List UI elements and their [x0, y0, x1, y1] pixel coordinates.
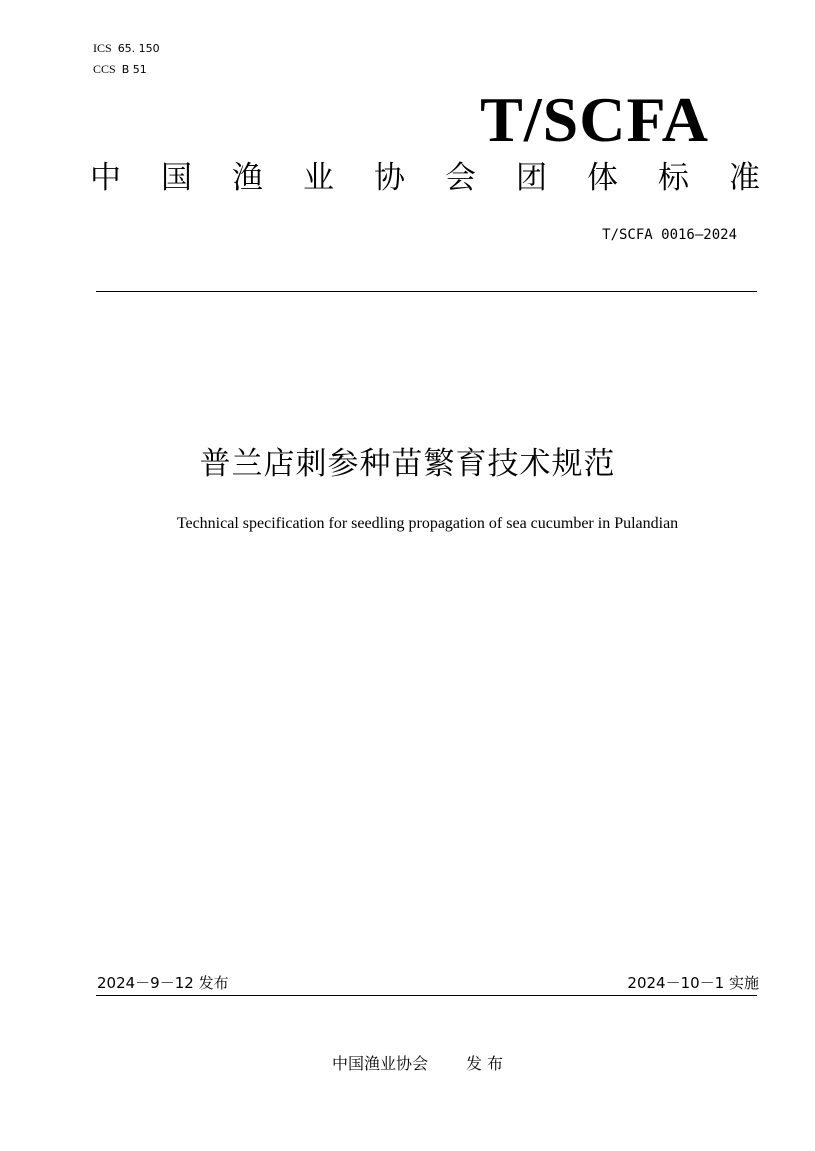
bottom-divider: [96, 995, 757, 996]
standard-type-char: 准: [729, 160, 760, 196]
ics-value: 65. 150: [117, 42, 160, 55]
implement-date: 2024－10－1 实施: [627, 974, 759, 992]
publish-action: 发 布: [465, 1054, 504, 1073]
standard-type-char: 渔: [232, 160, 263, 196]
title-english: Technical specification for seedling propagation of sea cucumber in Pulandian: [176, 515, 679, 532]
standard-number: T/SCFA 0016—2024: [602, 227, 737, 243]
publisher-name: 中国渔业协会: [331, 1054, 428, 1073]
publish-date: 2024－9－12 发布: [97, 974, 229, 992]
top-divider: [96, 291, 757, 292]
standard-type-char: 标: [658, 160, 689, 196]
ccs-classification: [93, 62, 147, 77]
ics-classification: [93, 41, 160, 56]
organization-code: T/SCFA: [480, 84, 709, 155]
standard-type-char: 会: [445, 160, 476, 196]
standard-type-char: 体: [587, 160, 618, 196]
standard-type-heading: [90, 158, 760, 198]
publisher-footer: [0, 1054, 815, 1074]
standard-type-char: 业: [303, 160, 334, 196]
standard-type-char: 协: [374, 160, 405, 196]
standard-type-char: 中: [90, 160, 121, 196]
title-chinese: 普兰店刺参种苗繁育技术规范: [199, 446, 616, 482]
ccs-value: B 51: [121, 63, 147, 76]
standard-type-char: 国: [161, 160, 192, 196]
ics-label: ICS: [93, 41, 112, 55]
standard-type-char: 团: [516, 160, 547, 196]
ccs-label: CCS: [93, 62, 116, 76]
